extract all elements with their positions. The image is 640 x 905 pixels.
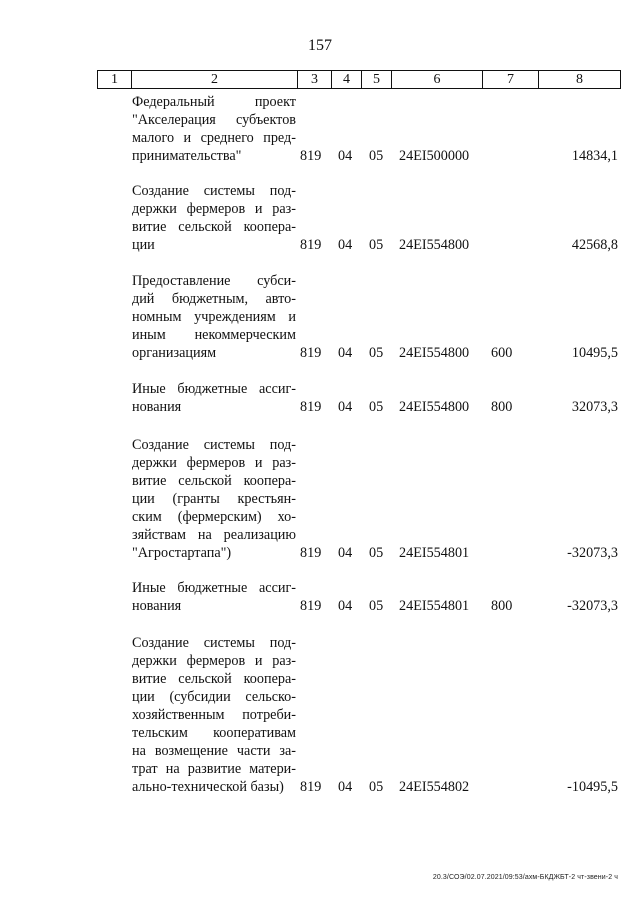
description-line: держки фермеров и раз-	[132, 201, 296, 217]
row-description	[132, 579, 296, 615]
description-line: ции	[132, 237, 155, 253]
column-header-7: 7	[483, 71, 539, 89]
description-line: держки фермеров и раз-	[132, 455, 296, 471]
description-line: тельским кооперативам	[132, 725, 296, 741]
description-line: витие сельской коопера-	[132, 671, 296, 687]
description-line: дий бюджетным, авто-	[132, 291, 296, 307]
row-description	[132, 93, 296, 165]
description-line: ским (фермерским) хо-	[132, 509, 296, 525]
description-line: Иные бюджетные ассиг-	[132, 580, 296, 596]
cell-col-7: 600	[491, 345, 513, 361]
column-header-6: 6	[392, 71, 483, 89]
description-line: "Агростартапа")	[132, 545, 232, 561]
row-description	[132, 634, 296, 796]
cell-col-6: 24EI554800	[399, 237, 470, 253]
cell-col-4: 04	[338, 545, 353, 561]
cell-col-4: 04	[338, 598, 353, 614]
column-header-5: 5	[362, 71, 392, 89]
cell-col-5: 05	[369, 545, 384, 561]
cell-col-8: 10495,5	[571, 345, 618, 361]
cell-col-5: 05	[369, 598, 384, 614]
cell-col-5: 05	[369, 779, 384, 795]
row-description	[132, 436, 296, 562]
description-line: ально-технической базы)	[132, 779, 284, 795]
description-line: Создание системы под-	[132, 437, 296, 453]
description-line: организациям	[132, 345, 217, 361]
description-line: Предоставление субси-	[132, 273, 296, 289]
column-header-8: 8	[539, 71, 621, 89]
cell-col-3: 819	[300, 545, 322, 561]
description-line: ции (гранты крестьян-	[132, 491, 296, 507]
description-line: держки фермеров и раз-	[132, 653, 296, 669]
cell-col-7: 800	[491, 598, 513, 614]
row-description	[132, 182, 296, 254]
cell-col-3: 819	[300, 779, 322, 795]
cell-col-6: 24EI554800	[399, 345, 470, 361]
description-line: ции (субсидии сельско-	[132, 689, 296, 705]
cell-col-8: 42568,8	[571, 237, 618, 253]
row-description	[132, 380, 296, 416]
description-line: Создание системы под-	[132, 183, 296, 199]
cell-col-8: -32073,3	[567, 598, 618, 614]
description-line: зяйствам на реализацию	[132, 527, 296, 543]
description-line: Федеральный проект	[132, 94, 296, 110]
cell-col-4: 04	[338, 345, 353, 361]
description-line: на возмещение части за-	[132, 743, 296, 759]
cell-col-3: 819	[300, 148, 322, 164]
cell-col-6: 24EI554800	[399, 399, 470, 415]
cell-col-5: 05	[369, 148, 384, 164]
cell-col-3: 819	[300, 345, 322, 361]
cell-col-7: 800	[491, 399, 513, 415]
cell-col-3: 819	[300, 598, 322, 614]
page-number: 157	[308, 37, 332, 54]
description-line: хозяйственным потреби-	[132, 707, 296, 723]
cell-col-4: 04	[338, 399, 353, 415]
cell-col-5: 05	[369, 237, 384, 253]
cell-col-5: 05	[369, 345, 384, 361]
description-line: трат на развитие матери-	[132, 761, 296, 777]
document-footer-stamp: 20.3/СОЭ/02.07.2021/09:53/ахм-БКДЖБТ-2 чт-звени-2 ч	[432, 874, 618, 881]
cell-col-8: -32073,3	[567, 545, 618, 561]
column-header-4: 4	[332, 71, 362, 89]
cell-col-8: 32073,3	[571, 399, 618, 415]
column-header-3: 3	[298, 71, 332, 89]
cell-col-6: 24EI500000	[399, 148, 470, 164]
cell-col-8: 14834,1	[571, 148, 618, 164]
cell-col-4: 04	[338, 779, 353, 795]
cell-col-3: 819	[300, 399, 322, 415]
description-line: принимательства"	[132, 148, 242, 164]
description-line: малого и среднего пред-	[132, 130, 296, 146]
cell-col-5: 05	[369, 399, 384, 415]
cell-col-4: 04	[338, 237, 353, 253]
description-line: "Акселерация субъектов	[132, 112, 296, 128]
cell-col-6: 24EI554802	[399, 779, 470, 795]
description-line: Иные бюджетные ассиг-	[132, 381, 296, 397]
cell-col-6: 24EI554801	[399, 545, 470, 561]
cell-col-3: 819	[300, 237, 322, 253]
description-line: номным учреждениям и	[132, 309, 296, 325]
column-header-2: 2	[132, 71, 298, 89]
cell-col-4: 04	[338, 148, 353, 164]
cell-col-8: -10495,5	[567, 779, 618, 795]
description-line: Создание системы под-	[132, 635, 296, 651]
row-description	[132, 272, 296, 362]
cell-col-6: 24EI554801	[399, 598, 470, 614]
description-line: иным некоммерческим	[132, 327, 296, 343]
column-header-1: 1	[98, 71, 132, 89]
description-line: нования	[132, 399, 182, 415]
description-line: витие сельской коопера-	[132, 219, 296, 235]
description-line: нования	[132, 598, 182, 614]
description-line: витие сельской коопера-	[132, 473, 296, 489]
